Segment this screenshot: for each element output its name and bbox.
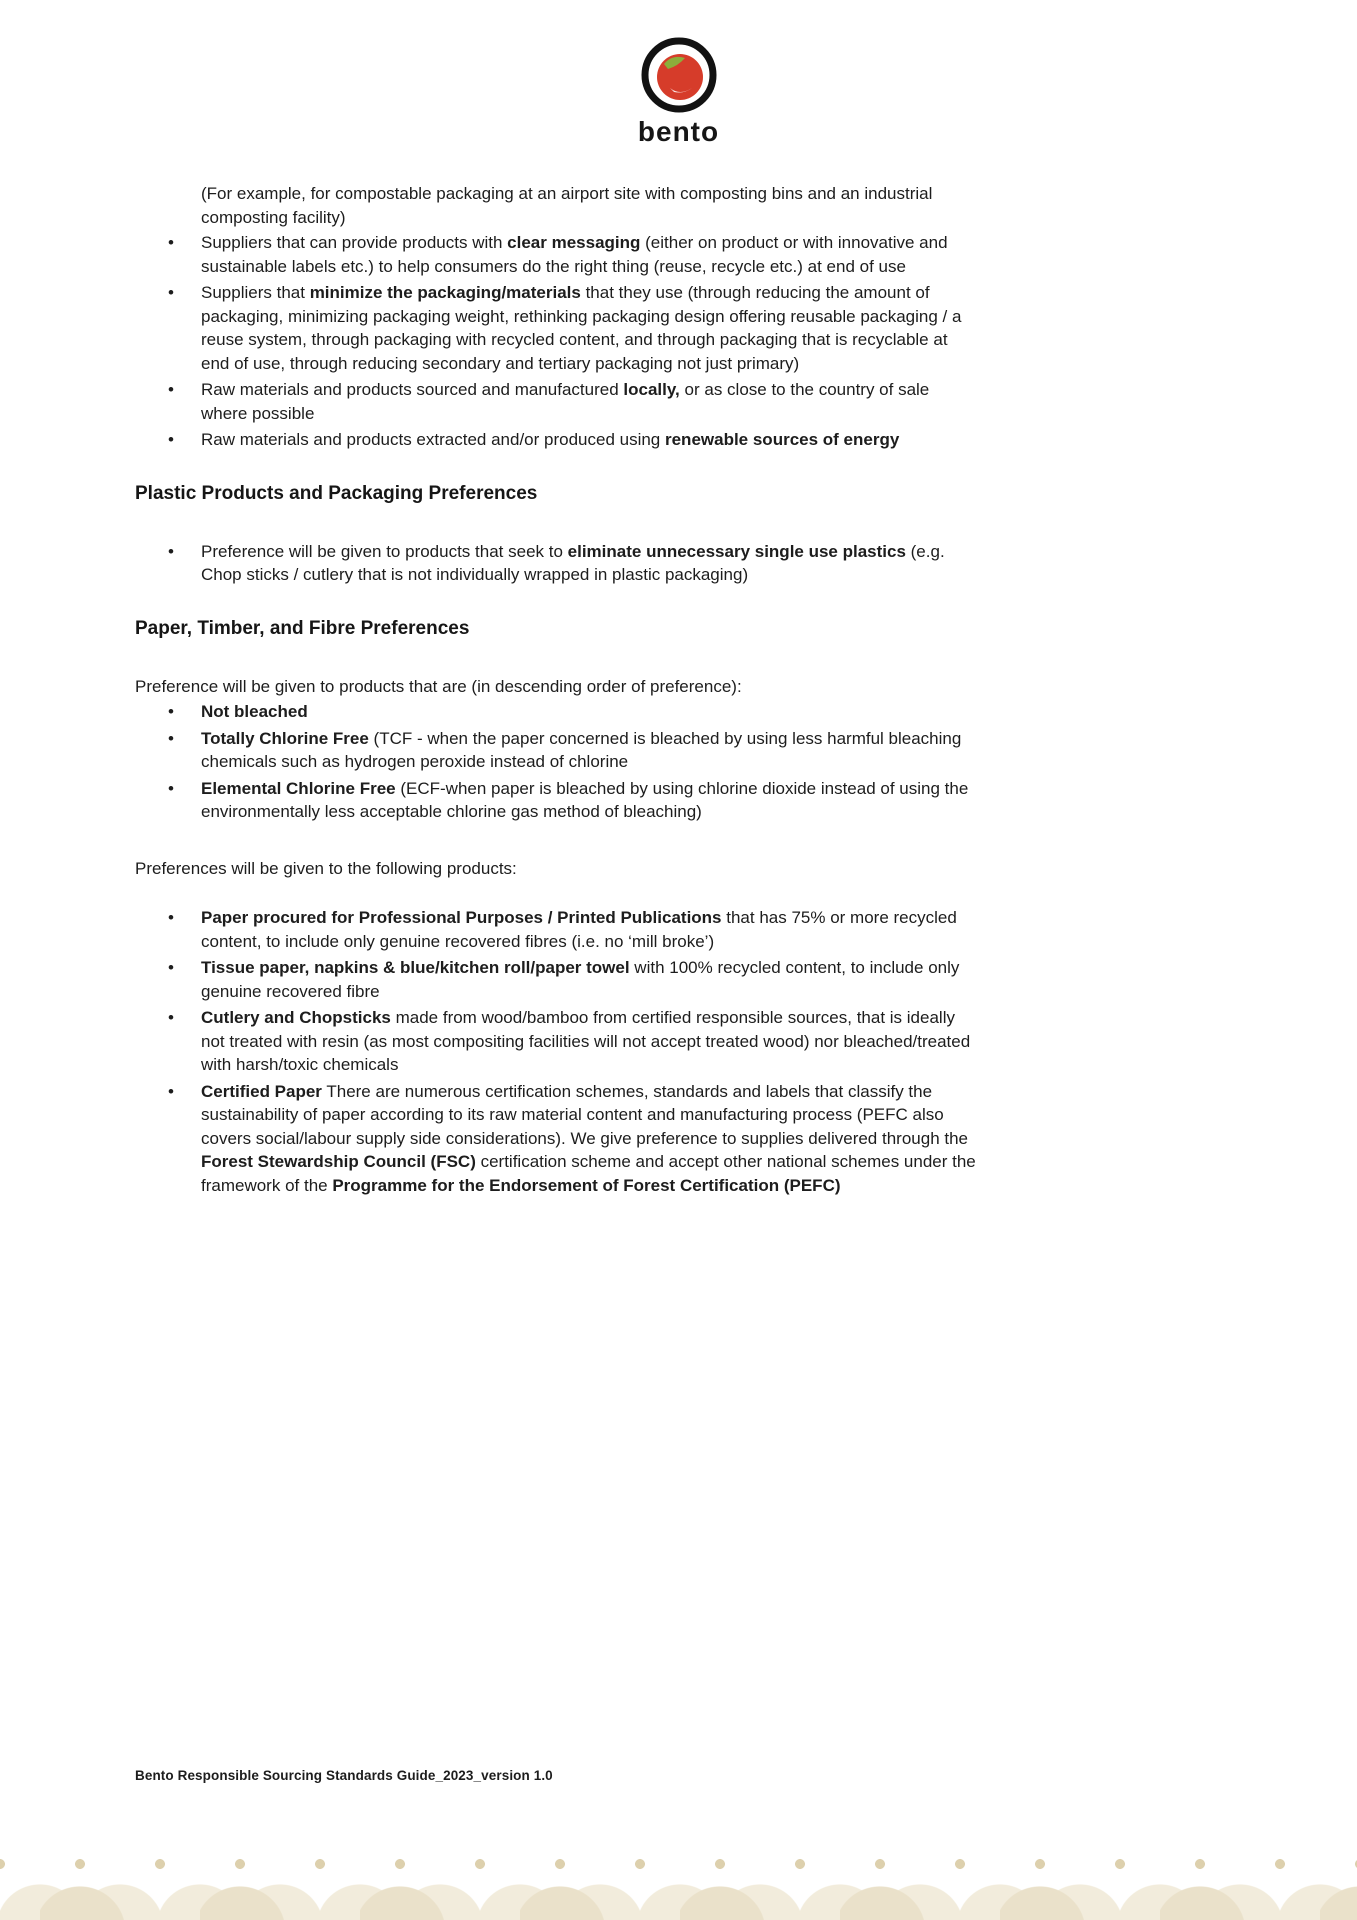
brand-wordmark: bento <box>637 116 720 147</box>
bullet-marker: • <box>168 778 174 798</box>
emphasized-text: locally, <box>623 380 680 399</box>
emphasized-text: Not bleached <box>201 702 308 721</box>
bullet-item <box>168 906 980 953</box>
body-text: (For example, for compostable packaging at an airport site with composting bins and an industrial composting facility) <box>201 184 933 227</box>
paragraph <box>135 857 980 881</box>
body-text: with 100% recycled content, to include only genuine recovered fibre <box>201 958 960 1001</box>
bullet-item <box>168 378 980 425</box>
emphasized-text: Certified Paper <box>201 1081 322 1101</box>
emphasized-text: eliminate unnecessary single use plastics <box>567 541 906 561</box>
emphasized-text: Elemental Chlorine Free <box>201 778 396 798</box>
bento-logo-icon <box>640 36 718 114</box>
bullet-marker: • <box>168 1008 174 1027</box>
bullet-marker: • <box>168 283 174 302</box>
body-text: (either on product or with innovative and sustainable labels etc.) to help consumers do the right thing (reuse, recycle etc.) at end of use <box>201 233 948 276</box>
bullet-item <box>168 727 980 774</box>
blank-line <box>135 827 980 851</box>
emphasized-text: Totally Chlorine Free <box>201 728 369 748</box>
decorative-scallop-border <box>0 1828 1357 1920</box>
bullet-marker: • <box>168 958 174 977</box>
bullet-item <box>168 700 980 724</box>
emphasized-text: clear messaging <box>507 233 641 252</box>
emphasized-text: Tissue paper, napkins & blue/kitchen roll/paper towel <box>201 958 630 977</box>
emphasized-text: Paper procured for Professional Purposes / Printed Publications <box>201 908 722 927</box>
body-text: that has 75% or more recycled content, to include only genuine recovered fibres (i.e. no ‘mill broke’) <box>201 908 957 951</box>
bullet-marker: • <box>168 702 174 721</box>
body-text: There are numerous certification schemes, standards and labels that classify the sustainability of paper according to its raw material content and manufacturing process (PEFC also covers social/labour supply side considerations). We give preference to supplies delivered through the <box>201 1081 969 1148</box>
body-text: (TCF - when the paper concerned is bleached by using less harmful bleaching chemicals such as hydrogen peroxide instead of chlorine <box>201 728 962 771</box>
bullet-marker: • <box>168 908 174 927</box>
bullet-item <box>168 281 980 375</box>
body-text: (e.g. Chop sticks / cutlery that is not individually wrapped in plastic packaging) <box>201 541 945 584</box>
body-text: Suppliers that can provide products with <box>201 233 508 252</box>
section-heading: Paper, Timber, and Fibre Preferences <box>135 617 470 639</box>
bullet-item <box>168 777 980 824</box>
bullet-item <box>168 540 980 587</box>
body-text: Preferences will be given to the following products: <box>135 858 517 878</box>
body-text: (ECF-when paper is bleached by using chlorine dioxide instead of using the environmentally less acceptable chlorine gas method of bleaching) <box>201 778 969 821</box>
body-text: Raw materials and products extracted and/or produced using <box>201 430 665 449</box>
body-text: Preference will be given to products that seek to <box>201 541 568 561</box>
continuation-text <box>201 182 980 229</box>
body-text: Preference will be given to products that are (in descending order of preference): <box>135 676 742 696</box>
page-footer: Bento Responsible Sourcing Standards Guide_2023_version 1.0 <box>135 1768 553 1783</box>
body-text: Suppliers that <box>201 283 310 302</box>
document-content <box>135 182 980 1200</box>
bullet-marker: • <box>168 233 174 252</box>
bullet-item <box>168 1006 980 1077</box>
emphasized-text: minimize the packaging/materials <box>309 283 581 302</box>
emphasized-text: renewable sources of energy <box>664 430 900 449</box>
bullet-marker: • <box>168 728 174 748</box>
body-text: made from wood/bamboo from certified responsible sources, that is ideally not treated with resin (as most compositing facilities will not accept treated wood) nor bleached/treated with harsh/toxic chemicals <box>201 1008 971 1074</box>
emphasized-text: Cutlery and Chopsticks <box>201 1008 391 1027</box>
bullet-item <box>168 428 980 452</box>
bullet-item <box>168 956 980 1003</box>
bullet-item <box>168 231 980 278</box>
body-text: or as close to the country of sale where possible <box>201 380 930 423</box>
bento-logo <box>579 36 779 148</box>
blank-line <box>135 882 980 906</box>
emphasized-text: Programme for the Endorsement of Forest Certification (PEFC) <box>332 1175 841 1195</box>
body-text: that they use (through reducing the amount of packaging, minimizing packaging weight, rethinking packaging design offering reusable packaging / a reuse system, through packaging with recycled content, and through packaging that is recyclable at end of use, through reducing secondary and tertiary packaging not just primary) <box>201 283 962 373</box>
section-heading: Plastic Products and Packaging Preferences <box>135 482 538 504</box>
bullet-marker: • <box>168 430 174 449</box>
body-text: certification scheme and accept other national schemes under the framework of the <box>201 1152 976 1195</box>
paragraph <box>135 675 980 699</box>
bullet-marker: • <box>168 541 174 561</box>
bullet-item <box>168 1080 980 1198</box>
body-text: Raw materials and products sourced and manufactured <box>201 380 624 399</box>
bullet-marker: • <box>168 380 174 399</box>
emphasized-text: Forest Stewardship Council (FSC) <box>201 1152 476 1171</box>
bullet-marker: • <box>168 1081 174 1101</box>
